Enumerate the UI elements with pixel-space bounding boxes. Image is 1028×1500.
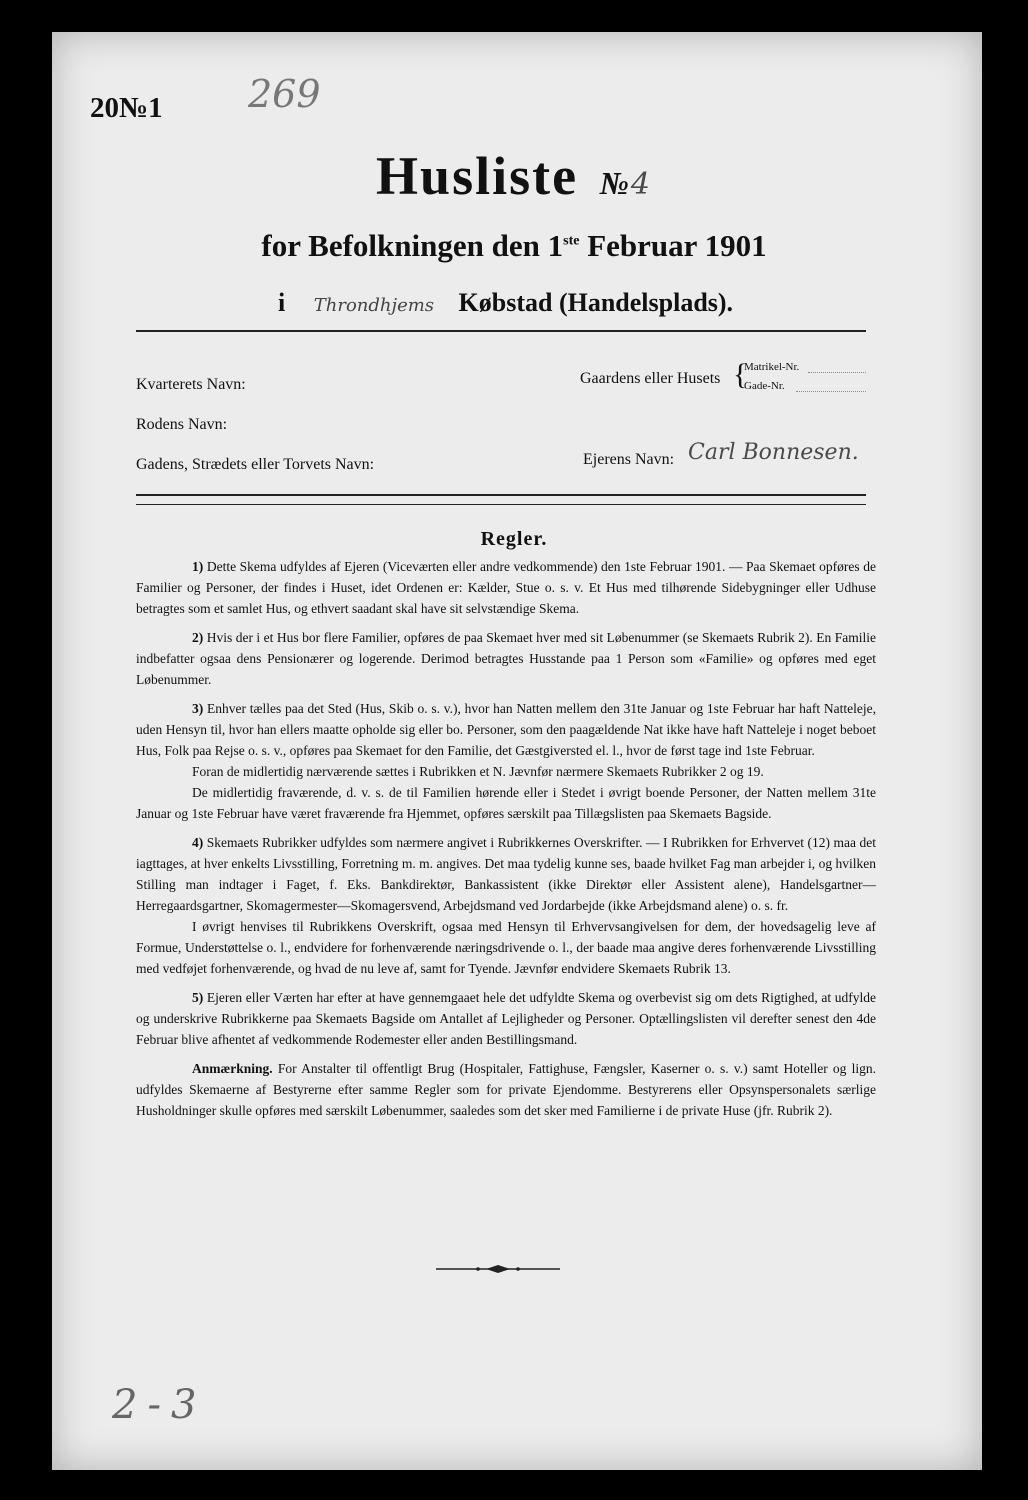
town-line [278,288,733,318]
rule-4-b: I øvrigt henvises til Rubrikkens Overskrift, ogsaa med Hensyn til Erhvervsangivelsen for dem, der hovedsagelig leve af Formue, Understøttelse o. l., endvidere for forhenværende næringsdrivende o. l., der baade maa angive deres forhenværende Livsstilling med vedføjet forhenværende, og hvad de nu leve af, samt for Tyende. Jævnfør endvidere Skemaets Rubrik 13. [136,919,876,976]
rule-3 [136,698,876,761]
rule-3-num: 3) [192,701,204,716]
note-text: For Anstalter til offentligt Brug (Hospitaler, Fattighuse, Fængsler, Kaserner o. s. v.) samt Hoteller og lign. udfyldes Skemaerne af Bestyrerne efter samme Regler som for private Ejendomme. Bestyrerens eller Opsynspersonalets særlige Husholdninger skulle opføres med særskilt Løbenummer, saaledes som det sker med Familierne i de private Huse (jfr. Rubrik 2). [136,1061,876,1118]
title-number-value: 4 [630,167,652,202]
gade-nr-dots [796,391,866,392]
handwritten-archive-number: 269 [248,72,321,116]
ejer-handwritten-value: Carl Bonnesen. [688,440,859,465]
handwritten-page-mark: 2-3 [112,1382,207,1428]
gade-nr-label: Gade-Nr. [744,380,785,392]
rule-2-num: 2) [192,630,204,645]
divider-top [136,330,866,332]
subtitle-sup: ste [563,233,580,249]
rule-4-text: Skemaets Rubrikker udfyldes som nærmere angivet i Rubrikkernes Overskrifter. — I Rubrikken for Erhvervet (12) maa det iagttages, at hver enkelts Livsstilling, Forretning m. m. angives. Det maa tydelig kunne ses, baade hvilket Fag man arbejder i, og hvilken Stilling man indtager i Faget, f. Eks. Bankdirektør, Bankassistent (ikke Direktør eller Assistent alene), Handelsgartner—Herregaardsgartner, Skomagermester—Skomagersvend, Arbejdsmand ved Jordarbejde (ikke Arbejdsmand alene) o. s. fr. [136,835,877,913]
rule-1-text: Dette Skema udfyldes af Ejeren (Viceværten eller andre vedkommende) den 1ste Februar 1901. — Paa Skemaet opføres de Familier og Personer, der findes i Huset, idet Ordenen er: Kælder, Stue o. s. v. Et Hus med tilhørende Sidebygninger eller Udhuse betragtes som et samlet Hus, og ethvert saadant skal have sit selvstændige Skema. [136,559,876,616]
divider-mid-1 [136,494,866,496]
rule-1-num: 1) [192,559,204,574]
roden-label: Rodens Navn: [136,416,228,433]
rule-2 [136,627,876,690]
town-prefix: i [278,288,286,317]
divider-mid-2 [136,504,866,505]
rule-4 [136,832,876,916]
rule-3-text: Enhver tælles paa det Sted (Hus, Skib o. s. v.), hvor han Natten mellem den 31te Januar og 1ste Februar har haft Natteleje, uden Hensyn til, hvor han ellers maatte opholde sig eller bo. Personer, som den paagældende Nat ikke have haft Natteleje i noget beboet Hus, Folk paa Rejse o. s. v., opføres paa Skemaet for den Familie, det Gæstgiversted el. l., hvor de først tage ind 1ste Februar. [136,701,876,758]
ejer-label: Ejerens Navn: [583,451,675,468]
rule-3-c: De midlertidig fraværende, d. v. s. de til Familien hørende eller i Stedet i øvrigt boende Personer, der Natten mellem 31te Januar og 1ste Februar have været fraværende fra Hjemmet, opføres særskilt paa Tillægslisten paa Skemaets Bagside. [136,785,876,821]
form-title [0,145,1028,207]
note [136,1058,876,1121]
form-subtitle [0,228,1028,264]
town-handwritten: Throndhjems [313,295,435,316]
rule-5-num: 5) [192,990,204,1005]
rule-4-num: 4) [192,835,204,850]
gaard-label: Gaardens eller Husets [580,370,721,387]
rule-1 [136,556,876,619]
ornament-divider-icon [434,1262,562,1276]
matrikel-dots [808,372,866,373]
town-suffix: Købstad (Handelsplads). [458,288,734,317]
title-number-label: № [599,165,631,201]
note-label: Anmærkning. [192,1061,273,1076]
gaden-label: Gadens, Strædets eller Torvets Navn: [136,456,375,473]
matrikel-label: Matrikel-Nr. [744,361,800,373]
rule-5-text: Ejeren eller Værten har efter at have gennemgaaet hele det udfyldte Skema og overbevist sig om dets Rigtighed, at udfylde og underskrive Rubrikkerne paa Skemaets Bagside om Antallet af Lejligheder og Personer. Optællingslisten vil derefter senest den 4de Februar blive afhentet af vedkommende Rodemester eller anden Bestillingsmand. [136,990,877,1047]
form-number: 20№1 [90,92,163,124]
rules-heading: Regler. [480,528,548,550]
brace-icon: { [733,358,748,391]
subtitle-post: Februar 1901 [579,228,767,263]
rule-3-b: Foran de midlertidig nærværende sættes i Rubrikken et N. Jævnfør nærmere Skemaets Rubrikker 2 og 19. [192,764,764,779]
subtitle-pre: for Befolkningen den 1 [261,228,564,263]
kvarter-label: Kvarterets Navn: [136,376,246,393]
rule-5 [136,987,876,1050]
title-word: Husliste [376,146,579,206]
rules-body [136,556,876,1129]
rule-2-text: Hvis der i et Hus bor flere Familier, opføres de paa Skemaet hver med sit Løbenummer (se Skemaets Rubrik 2). En Familie indbefatter ogsaa dens Pensionærer og logerende. Derimod betragtes Husstande paa 1 Person som «Familie» og opføres med eget Løbenummer. [136,630,876,687]
